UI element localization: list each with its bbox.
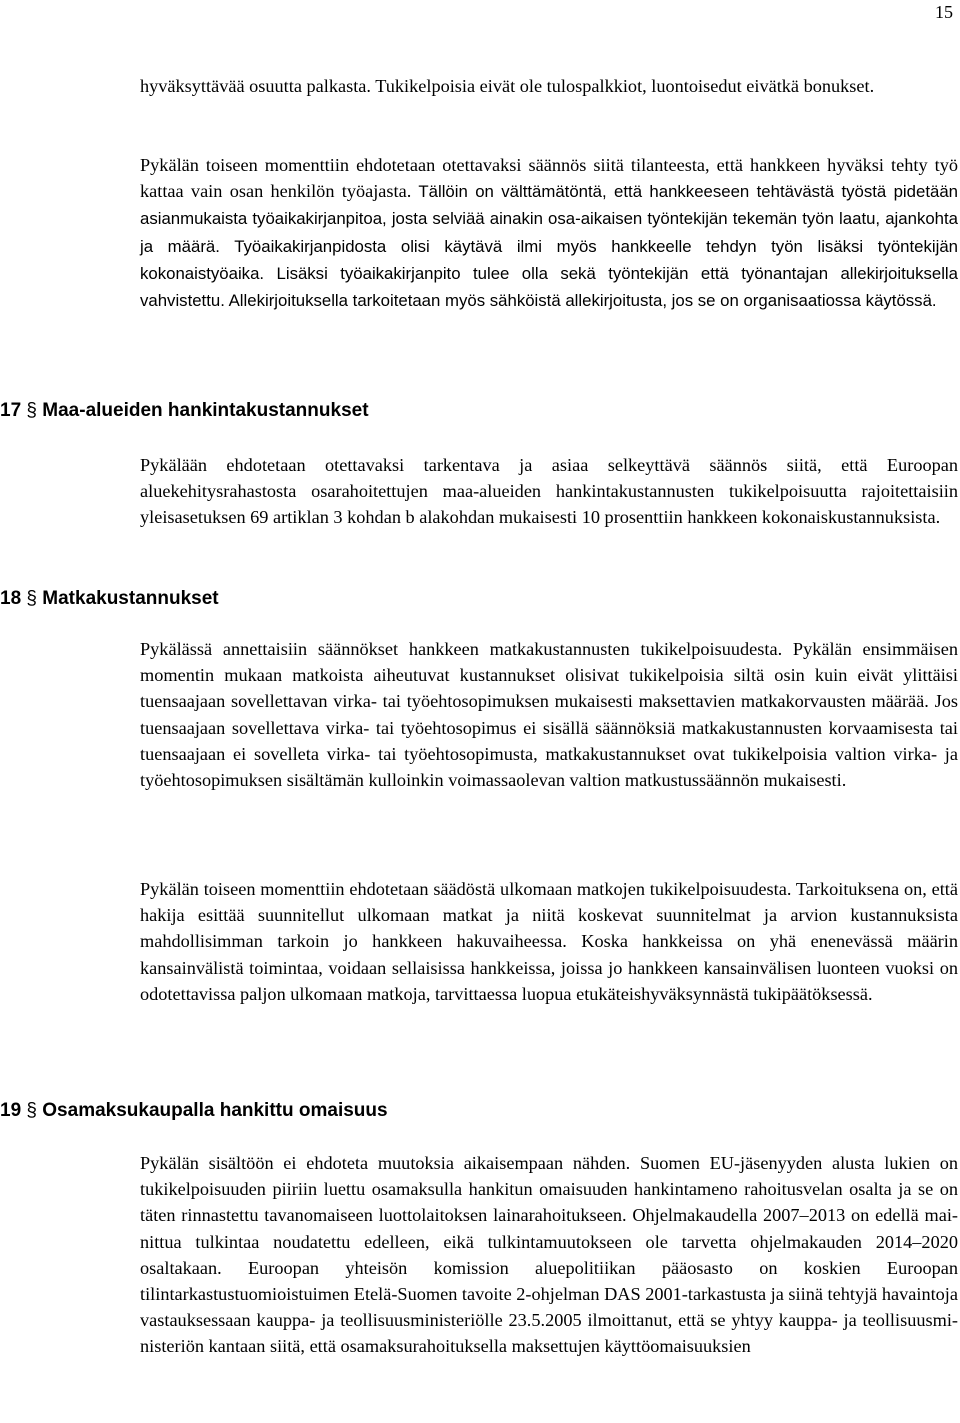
paragraph-travel-costs <box>140 636 958 793</box>
section-number: 17 <box>0 400 22 421</box>
paragraph-text: Pykälän toiseen momenttiin ehdotetaan otettavaksi säännös siitä tilanteesta, että hankkeen hyväksi tehty työ kattaa vain osan henkilön työajasta. <box>140 155 958 202</box>
section-number: 19 <box>0 1100 22 1121</box>
section-sign: § <box>26 1100 37 1121</box>
paragraph-text: Pykälän toiseen momenttiin ehdotetaan säädöstä ulkomaan matkojen tukikelpoisuudesta. Tarkoituksena on, että hakija esittää suunnitellut ulkomaan matkat ja niitä koskevat suunnitelmat ja arvion kustannuksista mahdollisimman tarkoin jo hankkeen hakuvaiheessa. Koska hankkeissa on yhä enenevässä määrin kansainvälistä toimintaa, voidaan sellaisissa hankkeissa, joissa jo hankkeen kansainvälisen luonteen vuoksi on odotettavissa paljon ulkomaan matkoja, tarvittaessa luopua etukäteishyväksynnästä tukipäätöksessä. <box>140 879 958 1004</box>
paragraph-text: Pykälässä annettaisiin säännökset hankkeen matkakustannusten tukikelpoisuudesta. Pykälän ensimmäisen momentin mukaan matkoista aiheutuvat kustannukset olisivat tukikelpoisia siltä osin kuin eivät ylittäisi tuensaajaan sovellettavan virka- tai työehtosopimuksen mukaisesti maksettavien matkakorvausten määrää. Jos tuensaajaan sovellettava virka- tai työehtosopimus ei sisällä säännöksiä matkakustannusten korvaamisesta tai tuensaajaan ei sovelleta virka- tai työehtosopimusta, matkakustannukset ovat tukikelpoisia valtion virka- ja työehtosopimuksen sisältämän kulloinkin voimassaolevan valtion matkustussäännön mukaisesti. <box>140 639 958 791</box>
page-number: 15 <box>935 2 953 22</box>
section-sign: § <box>26 400 37 421</box>
section-heading-17 <box>0 399 369 423</box>
paragraph-text-inserted: Tällöin on välttämätöntä, että hankkeeseen tehtävästä työstä pidetään asianmukaista työaikakirjanpitoa, josta selviää ainakin osa-aikaisen työntekijän tekemän työn laatu, ajankohta ja määrä. Työaikakirjanpidosta olisi käytävä ilmi myös hankkeelle tehdyn työn lisäksi työntekijän kokonaistyöaika. <box>140 182 958 283</box>
section-title: Osamaksukaupalla hankittu omaisuus <box>42 1100 388 1121</box>
section-heading-18 <box>0 587 219 611</box>
paragraph-instalment-purchase <box>140 1150 958 1360</box>
paragraph-text: hyväksyttävää osuutta palkasta. Tukikelpoisia eivät ole tulospalkkiot, luontoisedut eivätkä bonukset. <box>140 76 875 96</box>
paragraph-foreign-travel <box>140 876 958 1007</box>
section-number: 18 <box>0 588 22 609</box>
section-title: Matkakustannukset <box>42 588 219 609</box>
section-title: Maa-alueiden hankintakustannukset <box>42 400 369 421</box>
section-sign: § <box>26 588 37 609</box>
paragraph-text: Pykälän sisältöön ei ehdoteta muutoksia aikaisempaan nähden. Suomen EU-jäsenyyden alusta lukien on tukikelpoisuuden piiriin luettu osamaksulla hankitun omaisuuden hankintameno rahoitusvelan osalta ja se on täten rinnastettu tavanomaiseen luottolaitoksen lainarahoitukseen. Ohjelmakaudella 2007–2013 on edellä mainittua tulkintaa noudatettu edelleen, eikä tulkintamuutokseen ole tarvetta ohjelmakauden 2014–2020 osaltakaan. Euroopan yhteisön komission aluepolitiikan pääosasto on koskien Euroopan tilintarkastustuomioistuimen Etelä-Suomen tavoite 2-ohjelman DAS 2001-tarkastusta ja siinä tehtyjä havaintoja vastauksessaan kauppa- ja teollisuusministeriölle 23.5.2005 ilmoittanut, että se yhtyy kauppa- ja teollisuusministeriön kantaan siitä, että osamaksurahoituksella maksettujen käyttöomaisuuksien <box>140 1153 958 1357</box>
paragraph-working-time-records <box>140 152 958 314</box>
paragraph-salary-share <box>140 73 958 99</box>
section-heading-19 <box>0 1099 388 1123</box>
paragraph-land-acquisition <box>140 452 958 531</box>
paragraph-text-inserted: Lisäksi työaikakirjanpito tulee olla sekä työntekijän että työnantajan allekirjoituksella vahvistettu. Allekirjoituksella tarkoitetaan myös sähköistä allekirjoitusta, jos se on organisaatiossa käytössä. <box>140 263 958 311</box>
paragraph-text: Pykälään ehdotetaan otettavaksi tarkentava ja asiaa selkeyttävä säännös siitä, että Euroopan aluekehitysrahastosta osarahoitettujen maa-alueiden hankintakustannusten tukikelpoisuutta rajoitettaisiin yleisasetuksen 69 artiklan 3 kohdan b alakohdan mukaisesti 10 prosenttiin hankkeen kokonaiskustannuksista. <box>140 455 958 528</box>
